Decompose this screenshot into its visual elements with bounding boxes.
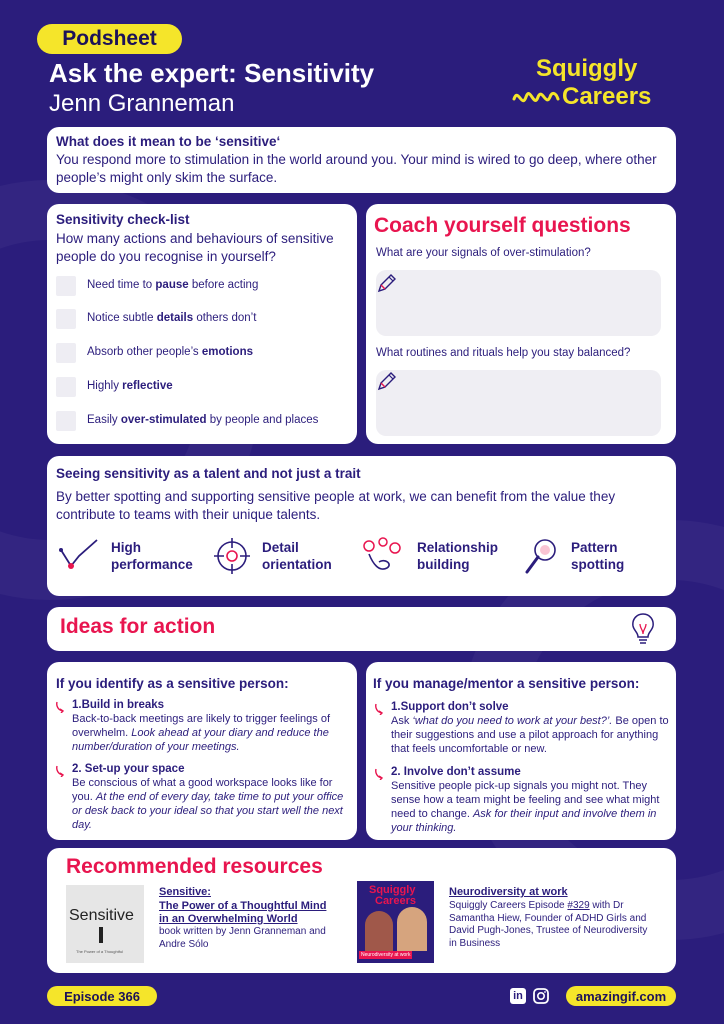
guest-photo [365, 911, 393, 951]
squiggly-careers-logo: Squiggly Careers [512, 55, 682, 115]
checklist-item-label: Easily over-stimulated by people and places [87, 414, 319, 426]
arrow-icon [374, 703, 384, 715]
checklist-item-label: Absorb other people’s emotions [87, 346, 253, 358]
idea-manager-2-title: 2. Involve don’t assume [391, 766, 521, 778]
idea-manager-2-body: Sensitive people pick-up signals you might not. They sense how a team might be feeling and see what might need to change. Ask for their input and involve them in your thinking. [391, 780, 660, 834]
website-link[interactable]: amazingif.com [566, 986, 676, 1006]
resources-heading: Recommended resources [66, 855, 323, 878]
checklist-item-label: Notice subtle details others don’t [87, 312, 257, 324]
definition-heading: What does it mean to be ‘sensitive‘ [56, 134, 281, 149]
book-cover: Sensitive The Power of a Thoughtful [66, 885, 144, 963]
talent-card [47, 456, 676, 596]
page-subtitle: Jenn Granneman [49, 90, 235, 117]
coach-question-2: What routines and rituals help you stay balanced? [376, 347, 631, 359]
pencil-icon [376, 370, 398, 392]
checklist-heading: Sensitivity check-list [56, 212, 190, 227]
podsheet-badge: Podsheet [37, 24, 182, 54]
idea-self-2-body: Be conscious of what a good workspace looks like for you. At the end of every day, take time to put your office or desk back to your ideal so that you start well the next day. [72, 777, 344, 831]
book-link[interactable]: Sensitive: The Power of a Thoughtful Mind in an Overwhelming World [159, 886, 327, 925]
ideas-heading: Ideas for action [60, 615, 216, 638]
talent-item-pattern: Pattern spotting [521, 536, 624, 576]
ideas-self-heading: If you identify as a sensitive person: [56, 676, 289, 691]
book-description: book written by Jenn Granneman and Andre Sólo [159, 926, 326, 950]
network-icon [359, 536, 405, 576]
definition-card [47, 127, 676, 193]
talent-heading: Seeing sensitivity as a talent and not just a trait [56, 466, 361, 481]
idea-self-2-title: 2. Set-up your space [72, 763, 185, 775]
idea-manager-1-body: Ask ‘what do you need to work at your best?’. Be open to their suggestions and use a pilot approach for anything that feels uncomfortable or new. [391, 715, 669, 755]
instagram-icon[interactable] [533, 988, 549, 1004]
checkbox[interactable] [56, 276, 76, 296]
coach-question-1: What are your signals of over-stimulation? [376, 247, 591, 259]
page-title: Ask the expert: Sensitivity [49, 58, 375, 88]
checklist-item-label: Need time to pause before acting [87, 279, 259, 291]
talent-item-performance: High performance [57, 536, 193, 576]
checkbox[interactable] [56, 411, 76, 431]
coach-card [366, 204, 676, 444]
guest-photo [397, 907, 427, 951]
checkbox[interactable] [56, 309, 76, 329]
coach-heading: Coach yourself questions [374, 214, 631, 237]
episode-link[interactable]: Neurodiversity at work [449, 886, 568, 898]
arrow-icon [55, 765, 65, 777]
talent-body: By better spotting and supporting sensitive people at work, we can benefit from the value they contribute to teams with their unique talents. [56, 489, 616, 522]
talent-item-detail: Detail orientation [212, 536, 332, 576]
definition-body: You respond more to stimulation in the world around you. Your mind is wired to go deep, where other people’s might only skim the surface. [56, 152, 657, 185]
checklist-intro: How many actions and behaviours of sensitive people do you recognise in yourself? [56, 231, 334, 264]
idea-manager-1-title: 1.Support don’t solve [391, 701, 509, 713]
idea-self-1-body: Back-to-back meetings are likely to trigger feelings of overwhelm. Look ahead at your diary and reduce the number/duration of your meetings. [72, 713, 331, 753]
answer-box-1[interactable] [376, 270, 661, 336]
talent-item-relationship: Relationship building [359, 536, 498, 576]
ideas-self-card [47, 662, 357, 840]
checklist-card [47, 204, 357, 444]
linkedin-icon[interactable]: in [510, 988, 526, 1004]
idea-self-1-title: 1.Build in breaks [72, 699, 165, 711]
checklist-item-label: Highly reflective [87, 380, 173, 392]
resources-card [47, 848, 676, 973]
pencil-icon [376, 272, 398, 294]
performance-chart-icon [57, 536, 103, 576]
checkbox[interactable] [56, 343, 76, 363]
checkbox[interactable] [56, 377, 76, 397]
squiggle-icon [512, 85, 560, 111]
lightbulb-icon [630, 612, 656, 644]
ideas-manager-card [366, 662, 676, 840]
ideas-header-card [47, 607, 676, 651]
episode-badge: Episode 366 [47, 986, 157, 1006]
episode-number-link[interactable]: #329 [567, 900, 590, 911]
magnifier-icon [521, 536, 561, 576]
arrow-icon [374, 768, 384, 780]
answer-box-2[interactable] [376, 370, 661, 436]
arrow-icon [55, 701, 65, 713]
target-icon [212, 536, 252, 576]
ideas-manager-heading: If you manage/mentor a sensitive person: [373, 676, 640, 691]
episode-description: Squiggly Careers Episode #329 with Dr Samantha Hiew, Founder of ADHD Girls and David Pugh-Jones, Trustee of Neurodiversity in Business [449, 900, 648, 949]
episode-cover: Squiggly Careers Neurodiversity at work [357, 881, 434, 963]
